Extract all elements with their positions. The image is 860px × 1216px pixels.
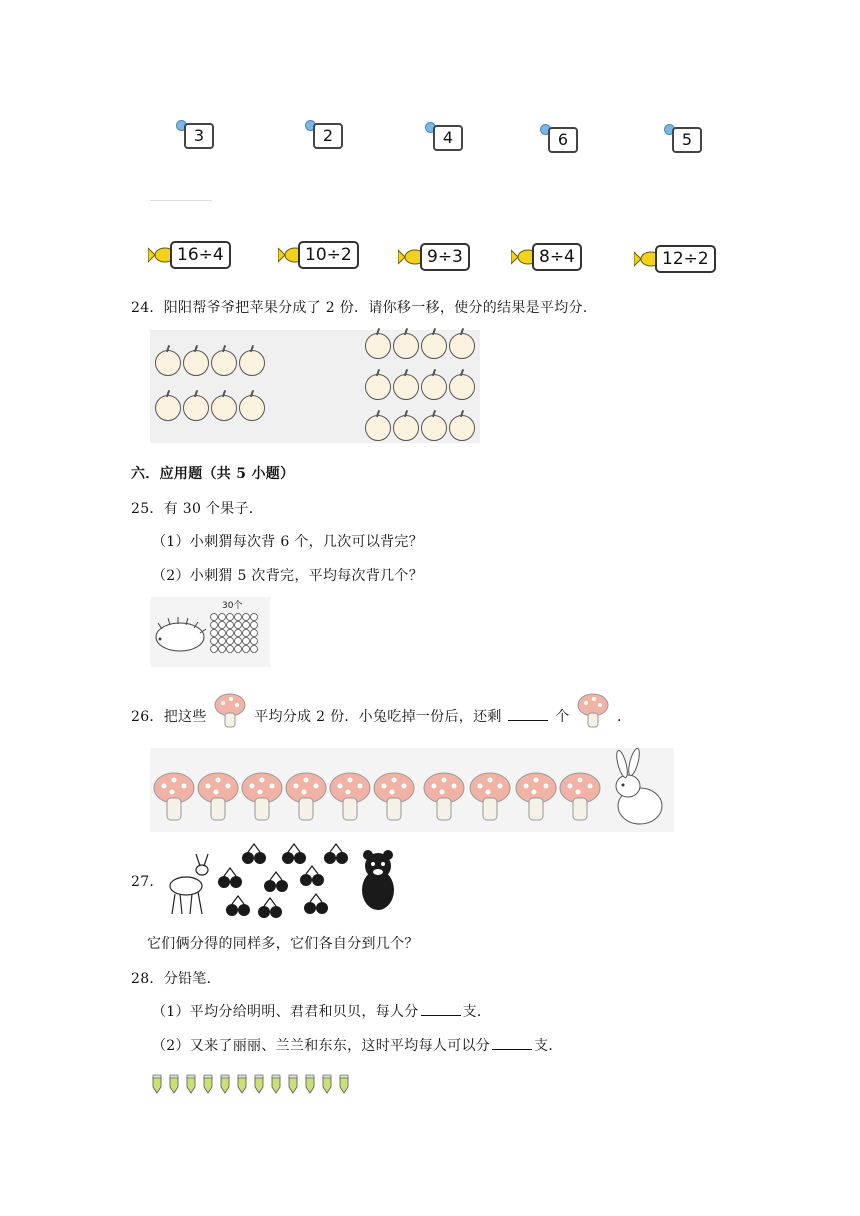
question-28-part-2-text-a: （2）又来了丽丽、兰兰和东东，这时平均每人可以分 [152,1038,491,1054]
hedgehog-fruits-image [150,597,270,667]
question-28-part-1 [152,1001,491,1021]
mushroom-icon [213,691,247,729]
apples-image [150,330,480,443]
number-card: 6 [548,127,578,153]
question-28-part-2 [152,1035,563,1055]
mushroom-icon [576,691,610,729]
section-heading: 六．应用题（共 5 小题） [131,466,295,482]
question-25: 25．有 30 个果子． [131,501,264,517]
question-26-text-a: 26．把这些 [131,709,207,725]
mushrooms-rabbit-image [150,748,674,832]
question-25-part-1: （1）小刺猬每次背 6 个，几次可以背完？ [152,534,424,550]
question-28: 28．分铅笔． [131,971,221,987]
question-28-part-1-text-b: 支． [462,1004,492,1020]
question-26 [131,705,631,729]
divider [150,200,212,201]
question-28-part-1-text-a: （1）平均分给明明、君君和贝贝，每人分 [152,1004,419,1020]
division-expression: 16÷4 [170,241,231,269]
division-expression: 12÷2 [655,245,716,273]
question-24: 24．阳阳帮爷爷把苹果分成了 2 份．请你移一移，使分的结果是平均分． [131,300,598,316]
question-26-text-c: 个 [555,709,570,725]
answer-blank[interactable] [492,1035,532,1050]
number-card: 3 [184,123,214,149]
question-26-text-d: ． [617,709,632,725]
number-card: 4 [433,125,463,151]
question-27-number: 27. [131,874,155,890]
question-26-text-b: 平均分成 2 份．小兔吃掉一份后，还剩 [254,709,502,725]
question-28-part-2-text-b: 支． [534,1038,563,1054]
fruit-count-label: 30个 [222,601,243,611]
division-expression: 9÷3 [420,243,470,271]
division-expression: 10÷2 [298,241,359,269]
question-27-text: 它们俩分得的同样多，它们各自分到几个？ [147,936,419,952]
number-card: 5 [672,127,702,153]
answer-blank[interactable] [421,1001,461,1016]
pencils-image [150,1074,356,1094]
answer-blank[interactable] [508,706,548,721]
division-expression: 8÷4 [532,243,582,271]
number-card: 2 [313,123,343,149]
deer-bear-cherries-image [160,842,400,920]
question-25-part-2: （2）小刺猬 5 次背完，平均每次背几个？ [152,568,424,584]
